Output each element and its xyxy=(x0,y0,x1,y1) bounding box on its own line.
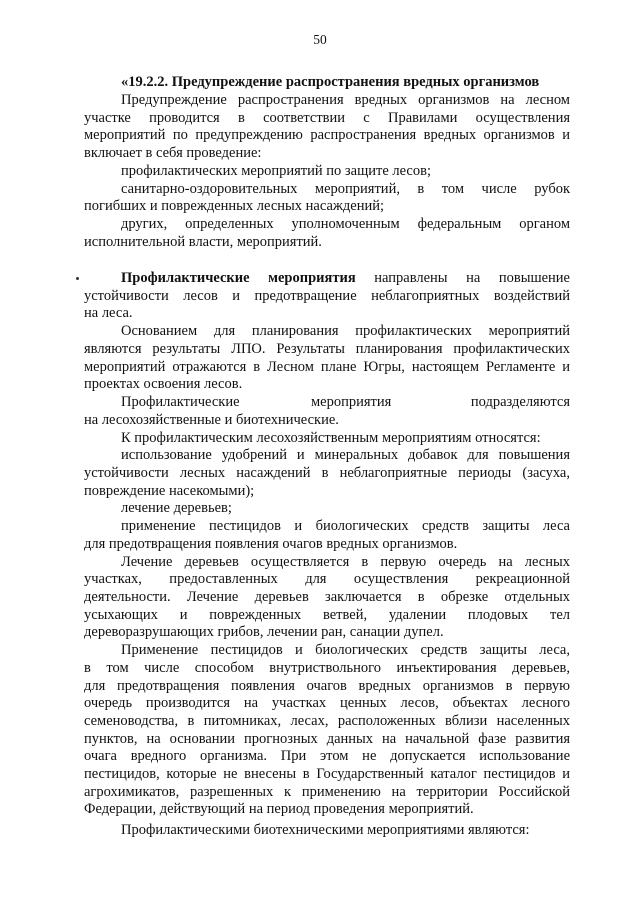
treatment-line: усыхающих и поврежденных ветвей, удалении плодовых тел xyxy=(84,607,570,623)
measure-item: санитарно-оздоровительных мероприятий, в том числе рубок xyxy=(121,181,570,197)
pesticide-line: агрохимикатов, разрешенных к применению на территории Российской xyxy=(84,784,570,800)
prophylactic-line xyxy=(121,270,570,287)
treatment-line: деятельности. Лечение деревьев заключается в обрезке отдельных xyxy=(84,589,570,605)
pesticide-line: Применение пестицидов и биологических средств защиты леса, xyxy=(121,642,570,658)
forestry-line: лечение деревьев; xyxy=(121,500,232,516)
pesticide-line: очередь производится на участках ценных лесов, объектах лесного xyxy=(84,695,570,711)
forestry-line: для предотвращения появления очагов вредных организмов. xyxy=(84,536,458,552)
treatment-line: дереворазрушающих грибов, лечении ран, санации дупел. xyxy=(84,624,444,640)
treatment-line: Лечение деревьев осуществляется в первую очередь на лесных xyxy=(121,554,570,570)
pesticide-line: для предотвращения появления очагов вредных организмов в первую xyxy=(84,678,570,694)
division-word-3: подразделяются xyxy=(470,394,570,410)
division-word-1: Профилактические xyxy=(121,394,240,410)
forestry-line: устойчивости лесных насаждений в неблагоприятные периоды (засуха, xyxy=(84,465,570,481)
basis-line: Основанием для планирования профилактических мероприятий xyxy=(121,323,570,339)
intro-line: участке проводится в соответствии с Правилами осуществления xyxy=(84,110,570,126)
basis-line: мероприятий отражаются в Лесном плане Югры, настоящем Регламенте и xyxy=(84,359,570,375)
intro-line: Предупреждение распространения вредных организмов на лесном xyxy=(121,92,570,108)
pesticide-line: семеноводства, в питомниках, лесах, расположенных вблизи населенных xyxy=(84,713,570,729)
forestry-line: применение пестицидов и биологических средств защиты леса xyxy=(121,518,570,534)
measure-item: исполнительной власти, мероприятий. xyxy=(84,234,322,250)
intro-line: включает в себя проведение: xyxy=(84,145,262,161)
pesticide-line: пестицидов, которые не внесены в Государственный каталог пестицидов и xyxy=(84,766,570,782)
forestry-line: использование удобрений и минеральных добавок для повышения xyxy=(121,447,570,463)
page-number: 50 xyxy=(313,32,327,47)
scan-speck xyxy=(76,277,79,280)
pesticide-line: в том числе способом внутриствольного инъектирования деревьев, xyxy=(84,660,570,676)
measure-item: других, определенных уполномоченным федеральным органом xyxy=(121,216,570,232)
prophylactic-line1-rest: направлены на повышение xyxy=(355,270,570,286)
basis-line: являются результаты ЛПО. Результаты планирования профилактических xyxy=(84,341,570,357)
prophylactic-term: Профилактические мероприятия xyxy=(121,270,356,286)
treatment-line: участках, предоставленных для осуществления рекреационной xyxy=(84,571,570,587)
prophylactic-line: устойчивости лесов и предотвращение неблагоприятных воздействий xyxy=(84,288,570,304)
division-word-2: мероприятия xyxy=(311,394,392,410)
intro-line: мероприятий по предупреждению распространения вредных организмов и xyxy=(84,127,570,143)
pesticide-line: пунктов, на основании прогнозных данных на начальной фазе развития xyxy=(84,731,570,747)
pesticide-line: Федерации, действующий на период проведения мероприятий. xyxy=(84,801,474,817)
prophylactic-line: на леса. xyxy=(84,305,133,321)
measure-item: погибших и поврежденных лесных насаждений; xyxy=(84,198,385,214)
section-heading: «19.2.2. Предупреждение распространения вредных организмов xyxy=(121,74,540,90)
forestry-line: К профилактическим лесохозяйственным мероприятиям относятся: xyxy=(121,430,541,446)
biotech-line: Профилактическими биотехническими мероприятиями являются: xyxy=(121,822,530,838)
basis-line: проектах освоения лесов. xyxy=(84,376,243,392)
forestry-line: повреждение насекомыми); xyxy=(84,483,255,499)
division-line: на лесохозяйственные и биотехнические. xyxy=(84,412,339,428)
measure-item: профилактических мероприятий по защите лесов; xyxy=(121,163,431,179)
pesticide-line: очага вредного организма. При этом не допускается использование xyxy=(84,748,570,764)
